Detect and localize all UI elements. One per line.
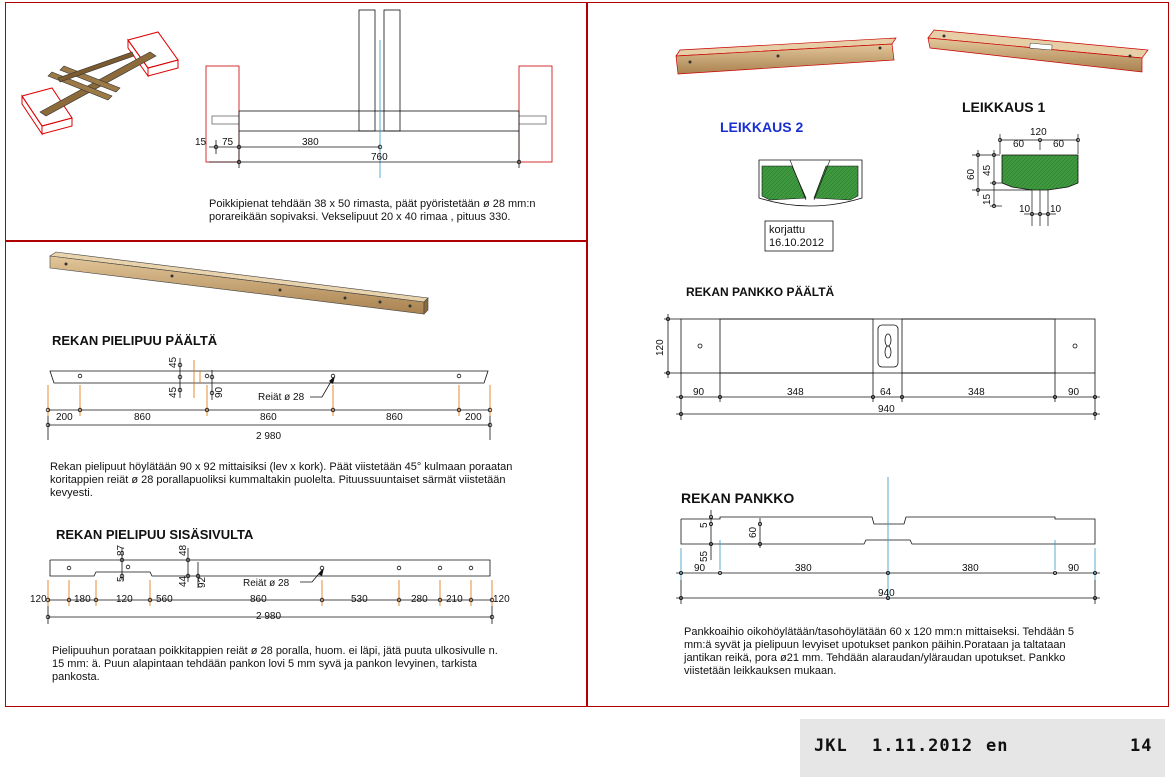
side-seg-0: 120 [30, 594, 47, 605]
l1-dim-10b: 10 [1050, 204, 1062, 215]
hole-label: Reiät ø 28 [258, 392, 305, 403]
dim-45b: 45 [168, 386, 179, 398]
pankko-top-title: REKAN PANKKO PÄÄLTÄ [686, 285, 835, 299]
side-seg-2: 120 [116, 594, 133, 605]
dim-75: 75 [222, 137, 234, 148]
l1-dim-120: 120 [1030, 127, 1047, 138]
pt-seg-2: 64 [880, 387, 892, 398]
pankko-title: REKAN PANKKO [681, 490, 795, 506]
footer-lang: en [986, 736, 1009, 756]
side-seg-1: 180 [74, 594, 91, 605]
pt-total: 940 [878, 404, 895, 415]
pt-seg-0: 90 [693, 387, 705, 398]
total: 2 980 [256, 431, 282, 442]
seg-0: 200 [56, 412, 73, 423]
side-seg-6: 280 [411, 594, 428, 605]
pielipuu-top-note: Rekan pielipuut höylätään 90 x 92 mittaisiksi (lev x kork). Päät viistetään 45° kulmaan poraatan koritappien reiät ø 28 porallapuoliksi kummaltakin puolelta. Pituussuuntaiset särmät viistetään kevyesti. [50, 461, 513, 499]
pankko-note: Pankkoaihio oikohöylätään/tasohöylätään 60 x 120 mm:n mittaiseksi. Tehdään 5 mm:ä syvät ja pielipuun levyiset upotukset pankon päihin.Porataan ja taltataan jantikan reikä, pora ø21 mm. Tehdään alaraudan/yläraudan upotukset. Pankko viistetään leikkauksen mukaan. [684, 626, 1074, 677]
dim-760: 760 [371, 152, 388, 163]
pk-seg-2: 380 [962, 563, 979, 574]
l1-dim-60b: 60 [1053, 139, 1065, 150]
seg-3: 860 [386, 412, 403, 423]
side-seg-5: 530 [351, 594, 368, 605]
side-seg-8: 120 [493, 594, 510, 605]
footer-author: JKL [814, 736, 848, 756]
l1-dim-45: 45 [982, 164, 993, 176]
leikkaus1-title: LEIKKAUS 1 [962, 99, 1046, 115]
pk-total: 940 [878, 588, 895, 599]
leikkaus2-title: LEIKKAUS 2 [720, 119, 804, 135]
pk-dim-5: 5 [699, 522, 710, 528]
pielipuu-side-title: REKAN PIELIPUU SISÄSIVULTA [56, 527, 254, 542]
assembly-3d-view [22, 32, 178, 134]
pielipuu-top-title: REKAN PIELIPUU PÄÄLTÄ [52, 333, 218, 348]
pielipuu-side-note: Pielipuuhun porataan poikkitappien reiät ø 28 poralla, huom. ei läpi, jätä puuta ulkosivulle n. 15 mm: ä. Puun alapintaan tehdään pankon lovi 5 mm syvä ja pankon levyinen, tarkista pankosta. [52, 645, 498, 683]
stamp-line2: 16.10.2012 [769, 237, 825, 249]
dim-15: 15 [195, 137, 207, 148]
pt-seg-1: 348 [787, 387, 804, 398]
l1-dim-60c: 60 [966, 168, 977, 180]
pielipuu-3d-view [50, 252, 428, 314]
side-hole-label: Reiät ø 28 [243, 578, 290, 589]
pankko-3d-view-b [928, 30, 1148, 72]
side-dim-44: 44 [178, 575, 189, 587]
side-seg-3: 560 [156, 594, 173, 605]
side-total: 2 980 [256, 611, 282, 622]
side-dim-87: 87 [116, 544, 127, 556]
top-left-note: Poikkipienat tehdään 38 x 50 rimasta, päät pyöristetään ø 28 mm:n porareikään sopivaksi. Vekselipuut 20 x 40 rimaa , pituus 330. [209, 198, 536, 223]
side-dim-5: 5 [116, 576, 127, 582]
pk-seg-3: 90 [1068, 563, 1080, 574]
seg-1: 860 [134, 412, 151, 423]
l1-dim-60a: 60 [1013, 139, 1025, 150]
stamp-line1: korjattu [769, 224, 806, 236]
pt-seg-3: 348 [968, 387, 985, 398]
dim-45a: 45 [168, 356, 179, 368]
pankko-top-height: 120 [655, 339, 666, 356]
footer-date: 1.11.2012 [872, 736, 974, 756]
dim-90: 90 [214, 386, 225, 398]
l1-dim-15: 15 [982, 193, 993, 205]
dim-380: 380 [302, 137, 319, 148]
pk-dim-55: 55 [699, 550, 710, 562]
pt-seg-4: 90 [1068, 387, 1080, 398]
pk-seg-1: 380 [795, 563, 812, 574]
pk-seg-0: 90 [694, 563, 706, 574]
pankko-3d-view-a [676, 38, 896, 74]
seg-2: 860 [260, 412, 277, 423]
side-dim-92: 92 [197, 576, 208, 588]
side-seg-4: 860 [250, 594, 267, 605]
side-seg-7: 210 [446, 594, 463, 605]
page-footer [800, 719, 1165, 777]
pk-dim-60: 60 [748, 526, 759, 538]
seg-4: 200 [465, 412, 482, 423]
side-dim-48: 48 [178, 544, 189, 556]
footer-page-number: 14 [1130, 736, 1153, 756]
l1-dim-10a: 10 [1019, 204, 1031, 215]
